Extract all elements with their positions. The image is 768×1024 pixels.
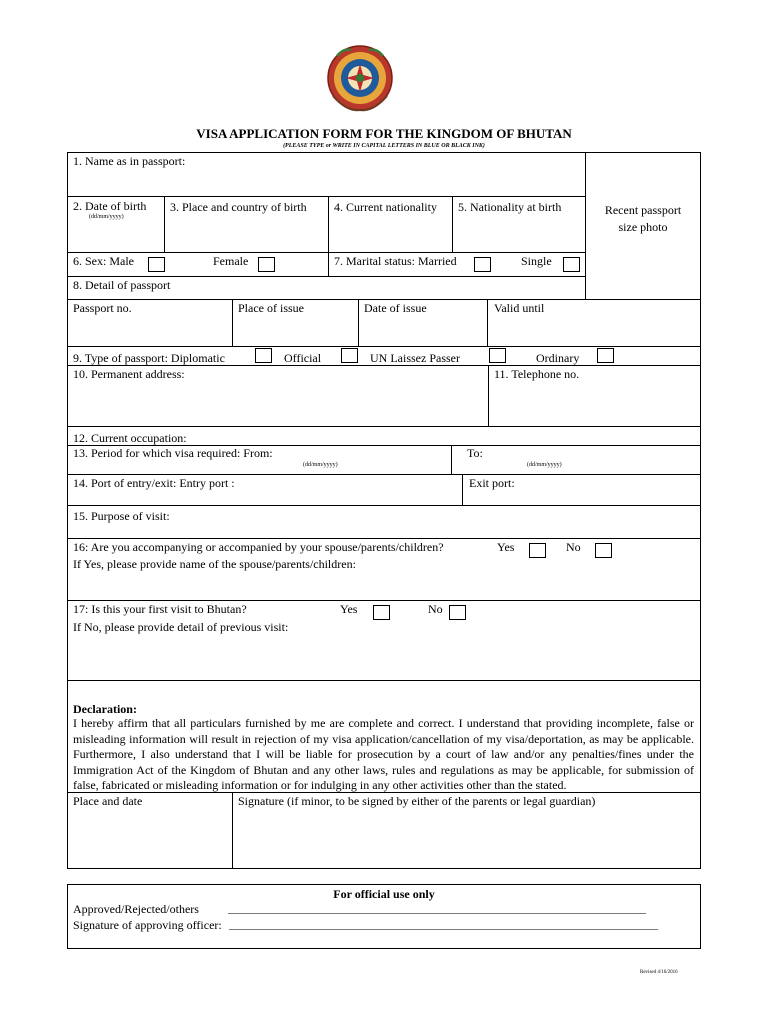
rule — [232, 299, 233, 346]
rule — [67, 600, 701, 601]
photo-placeholder[interactable] — [586, 202, 700, 236]
rule — [328, 196, 329, 252]
revision-note: Revised 4/16/2016 — [640, 970, 678, 975]
rule — [451, 445, 452, 474]
rule — [67, 365, 701, 366]
q17-followup-label: If No, please provide detail of previous visit: — [73, 620, 289, 634]
rule — [67, 276, 586, 277]
label-official: Official — [284, 351, 322, 365]
rule — [67, 426, 701, 427]
label-un-laissez-passer: UN Laissez Passer — [370, 351, 460, 365]
rule — [67, 680, 701, 681]
rule — [452, 196, 453, 252]
rule — [487, 299, 488, 346]
approving-officer-signature-label: Signature of approving officer: — [73, 918, 222, 932]
period-to-format-hint: (dd/mm/yyyy) — [527, 462, 562, 468]
checkbox-q16-yes[interactable] — [529, 543, 546, 558]
rule — [67, 538, 701, 539]
checkbox-diplomatic[interactable] — [255, 348, 272, 363]
label-ordinary: Ordinary — [536, 351, 580, 365]
rule — [164, 196, 165, 252]
place-date-label: Place and date — [73, 794, 143, 808]
q17-yes-label: Yes — [340, 602, 358, 616]
declaration-text: I hereby affirm that all particulars furnished by me are complete and correct. I understand that providing incomplete, false or misleading information will result in rejection of my visa application/cancellation of my visa/deportation, as may be applicable. Furthermore, I also understand that I will be liable for prosecution by a court of law and/or any penalties/fines under the Immigration Act of the Kingdom of Bhutan and any other laws, rules and regulations as may be applicable, for submission of false, fabricated or misleading information or for indulging in any other activities other than the stated. — [73, 716, 694, 793]
field-dob-label: 2. Date of birth — [73, 199, 147, 213]
rule — [67, 505, 701, 506]
approved-line[interactable]: ____________________________________________________________________________ — [228, 903, 646, 915]
signature-label: Signature (if minor, to be signed by either of the parents or legal guardian) — [238, 794, 596, 808]
field-nationality-label: 4. Current nationality — [334, 200, 437, 214]
field-name-label: 1. Name as in passport: — [73, 154, 186, 168]
q16-yes-label: Yes — [497, 540, 515, 554]
photo-label-line1: Recent passport — [604, 203, 682, 217]
q16-followup-label: If Yes, please provide name of the spouse/parents/children: — [73, 557, 356, 571]
form-title: VISA APPLICATION FORM FOR THE KINGDOM OF BHUTAN — [196, 126, 572, 141]
label-female: Female — [213, 254, 249, 268]
rule — [232, 792, 233, 868]
rule — [67, 474, 701, 475]
checkbox-q17-no[interactable] — [449, 605, 466, 620]
period-to-label: To: — [467, 446, 483, 460]
purpose-label: 15. Purpose of visit: — [73, 509, 170, 523]
field-marital-label: 7. Marital status: Married — [334, 254, 457, 268]
occupation-label: 12. Current occupation: — [73, 431, 187, 445]
field-place-of-birth-label: 3. Place and country of birth — [170, 200, 307, 214]
q16-no-label: No — [566, 540, 581, 554]
rule — [67, 196, 586, 197]
checkbox-official[interactable] — [341, 348, 358, 363]
photo-label-line2: size photo — [618, 220, 668, 234]
label-single: Single — [521, 254, 552, 268]
rule — [67, 152, 68, 868]
rule — [67, 868, 701, 869]
field-sex-label: 6. Sex: Male — [73, 254, 134, 268]
checkbox-un-laissez-passer[interactable] — [489, 348, 506, 363]
q17-no-label: No — [428, 602, 443, 616]
field-nationality-at-birth-label: 5. Nationality at birth — [458, 200, 562, 214]
checkbox-ordinary[interactable] — [597, 348, 614, 363]
checkbox-q16-no[interactable] — [595, 543, 612, 558]
q16-label: 16: Are you accompanying or accompanied by your spouse/parents/children? — [73, 540, 444, 554]
rule — [67, 152, 701, 153]
permanent-address-label: 10. Permanent address: — [73, 367, 185, 381]
passport-detail-label: 8. Detail of passport — [73, 278, 171, 292]
rule — [488, 365, 489, 426]
bhutan-emblem — [319, 44, 401, 116]
period-from-format-hint: (dd/mm/yyyy) — [303, 462, 338, 468]
checkbox-married[interactable] — [474, 257, 491, 272]
checkbox-female[interactable] — [258, 257, 275, 272]
period-from-label: 13. Period for which visa required: From: — [73, 446, 273, 460]
rule — [67, 299, 701, 300]
rule — [67, 252, 586, 253]
date-of-issue-label: Date of issue — [364, 301, 427, 315]
dob-format-hint: (dd/mm/yyyy) — [89, 214, 124, 220]
exit-port-label: Exit port: — [469, 476, 515, 490]
rule — [67, 346, 701, 347]
approving-officer-signature-line[interactable]: ______________________________________________________________________________ — [229, 919, 658, 931]
passport-no-label: Passport no. — [73, 301, 132, 315]
declaration-heading: Declaration: — [73, 702, 137, 716]
approved-label: Approved/Rejected/others — [73, 902, 199, 916]
official-use-heading: For official use only — [333, 887, 435, 901]
telephone-label: 11. Telephone no. — [494, 367, 580, 381]
checkbox-q17-yes[interactable] — [373, 605, 390, 620]
rule — [700, 152, 701, 868]
checkbox-male[interactable] — [148, 257, 165, 272]
rule — [462, 474, 463, 505]
place-of-issue-label: Place of issue — [238, 301, 304, 315]
q17-label: 17: Is this your first visit to Bhutan? — [73, 602, 247, 616]
form-subtitle: (PLEASE TYPE or WRITE IN CAPITAL LETTERS IN BLUE OR BLACK INK) — [283, 143, 485, 149]
passport-type-label: 9. Type of passport: Diplomatic — [73, 351, 225, 365]
rule — [328, 252, 329, 276]
checkbox-single[interactable] — [563, 257, 580, 272]
entry-port-label: 14. Port of entry/exit: Entry port : — [73, 476, 235, 490]
rule — [358, 299, 359, 346]
valid-until-label: Valid until — [494, 301, 545, 315]
